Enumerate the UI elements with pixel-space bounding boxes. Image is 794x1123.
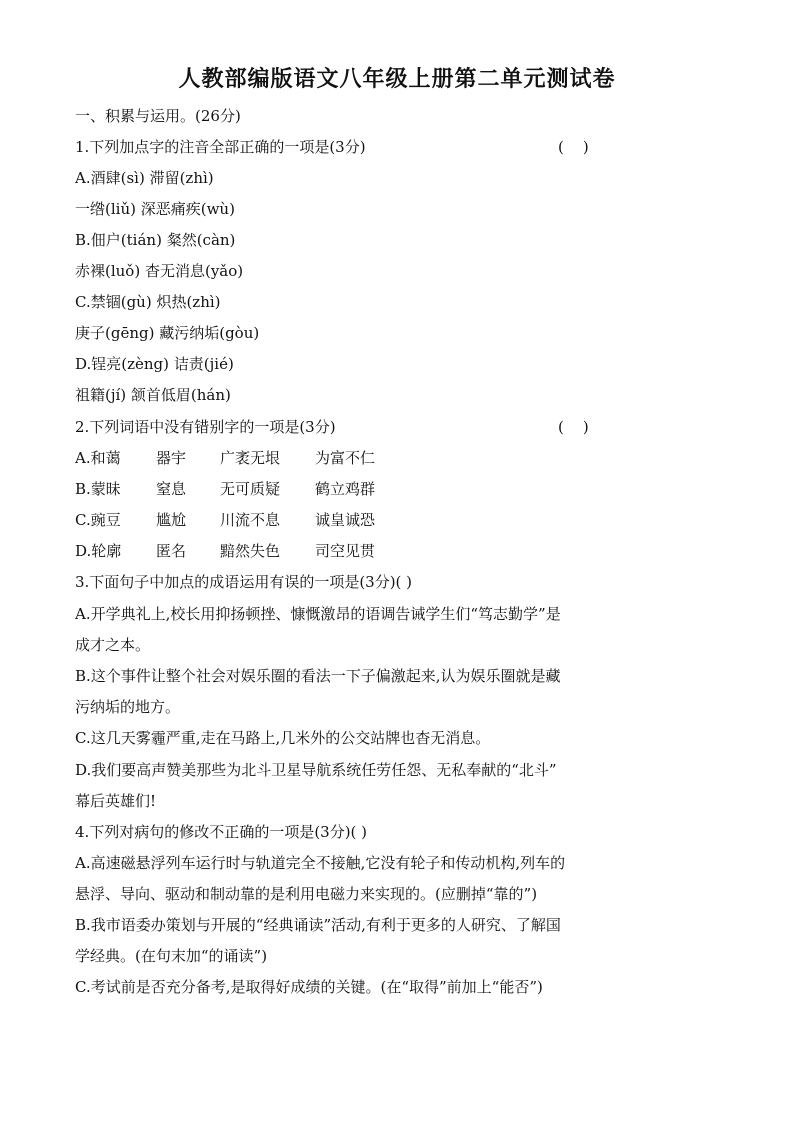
q3-line: 污纳垢的地方。 [75,698,181,716]
q1-answer-paren: ( ) [558,138,589,156]
q2-word: 为富不仁 [315,449,376,467]
q3-stem: 3.下面句子中加点的成语运用有误的一项是(3分)( ) [75,573,413,591]
q1-option-line: C.禁锢(gù) 炽热(zhì) [75,293,221,311]
q2-word: 匿名 [156,542,187,560]
q3-line: C.这几天雾霾严重,走在马路上,几米外的公交站牌也杳无消息。 [75,729,491,747]
q1-option-line: A.酒肆(sì) 滞留(zhì) [75,169,214,187]
q2-answer-paren: ( ) [558,418,589,436]
q4-line: 悬浮、导向、驱动和制动靠的是利用电磁力来实现的。(应删掉“靠的”) [75,885,538,903]
q2-word: 广袤无垠 [220,449,281,467]
q2-word: 尴尬 [156,511,187,529]
q1-option-line: 庚子(gēng) 藏污纳垢(gòu) [75,324,260,342]
q1-stem: 1.下列加点字的注音全部正确的一项是(3分) [75,138,366,156]
q1-option-line: 祖籍(jí) 颔首低眉(hán) [75,386,231,404]
q2-word: D.轮廓 [75,542,122,560]
q4-stem: 4.下列对病句的修改不正确的一项是(3分)( ) [75,823,368,841]
q1-option-line: 一绺(liǔ) 深恶痛疾(wù) [75,200,235,218]
q4-line: B.我市语委办策划与开展的“经典诵读”活动,有利于更多的人研究、了解国 [75,916,561,934]
q2-word: 川流不息 [220,511,281,529]
q3-line: 幕后英雄们! [75,792,157,810]
q2-word: 黯然失色 [220,542,281,560]
q1-option-line: D.锃亮(zèng) 诘责(jié) [75,355,234,373]
q4-line: 学经典。(在句末加“的诵读”) [75,947,268,965]
q3-line: 成才之本。 [75,636,151,654]
q3-line: D.我们要高声赞美那些为北斗卫星导航系统任劳任怨、无私奉献的“北斗” [75,761,557,779]
q3-line: B.这个事件让整个社会对娱乐圈的看法一下子偏激起来,认为娱乐圈就是藏 [75,667,561,685]
q3-line: A.开学典礼上,校长用抑扬顿挫、慷慨激昂的语调告诫学生们“笃志勤学”是 [75,605,561,623]
q1-option-line: 赤裸(luǒ) 杳无消息(yǎo) [75,262,244,280]
q2-word: 器宇 [156,449,187,467]
q2-word: 诚皇诚恐 [315,511,376,529]
q2-word: C.豌豆 [75,511,121,529]
q2-word: 无可质疑 [220,480,281,498]
q2-word: A.和蔼 [75,449,121,467]
q1-option-line: B.佃户(tián) 粲然(càn) [75,231,236,249]
q4-line: C.考试前是否充分备考,是取得好成绩的关键。(在“取得”前加上“能否”) [75,978,543,996]
q2-word: B.蒙昧 [75,480,121,498]
section-heading: 一、积累与运用。(26分) [75,107,241,125]
q4-line: A.高速磁悬浮列车运行时与轨道完全不接触,它没有轮子和传动机构,列车的 [75,854,566,872]
q2-word: 司空见贯 [315,542,376,560]
q2-word: 鹤立鸡群 [315,480,376,498]
page-title: 人教部编版语文八年级上册第二单元测试卷 [178,66,616,92]
q2-word: 窒息 [156,480,187,498]
q2-stem: 2.下列词语中没有错别字的一项是(3分) [75,418,336,436]
